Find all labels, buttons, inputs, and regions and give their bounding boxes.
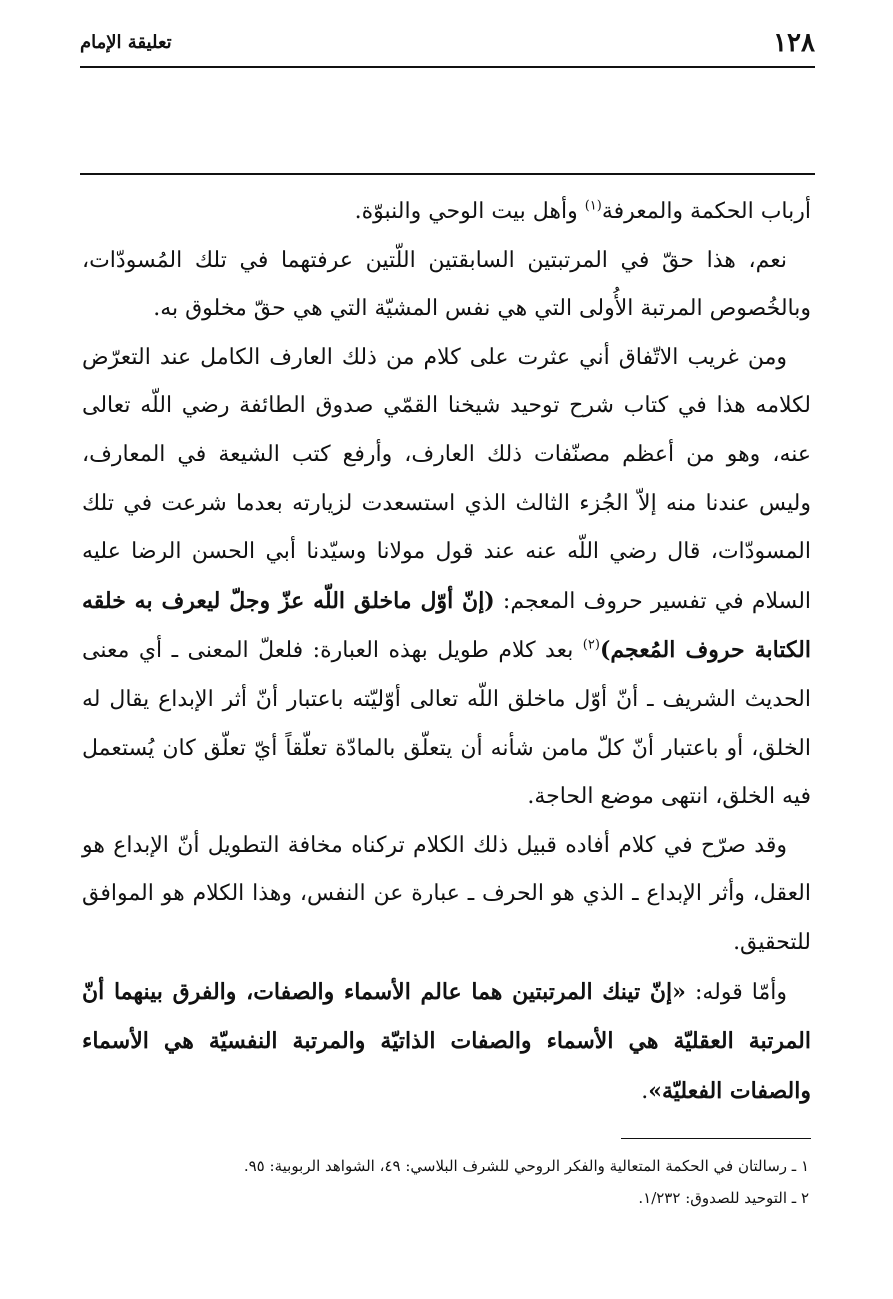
footnotes (82, 1150, 809, 1214)
paragraph (82, 822, 811, 968)
quoted-text: «إنّ تينك المرتبتين هما عالم الأسماء والصفات، والفرق بينهما أنّ المرتبة العقليّة هي الأسماء والصفات الذاتيّة والمرتبة النفسيّة هي الأسماء والصفات الفعليّة» (82, 978, 811, 1104)
paragraph (82, 188, 811, 237)
paragraph-text: نعم، هذا حقّ في المرتبتين السابقتين اللّتين عرفتهما في تلك المُسودّات، وبالخُصوص المرتبة الأُولى التي هي نفس المشيّة التي هي حقّ مخلوق به. (82, 247, 811, 322)
paragraph-text: وأمّا قوله: (685, 979, 787, 1005)
footnote: ٢ ـ التوحيد للصدوق: ١/٢٣٢. (638, 1189, 809, 1207)
header-divider (80, 66, 815, 68)
paragraph (82, 334, 811, 822)
body-text (82, 188, 811, 1116)
paragraph (82, 237, 811, 334)
page-number: ١٢٨ (773, 28, 815, 58)
footnote-reference: (١) (584, 198, 602, 214)
paragraph-text: ومن غريب الاتّفاق أني عثرت على كلام من ذلك العارف الكامل عند التعرّض لكلامه هذا في كتاب شرح توحيد شيخنا القمّي صدوق الطائفة رضي اللّه تعالى عنه، وهو من أعظم مصنّفات ذلك العارف، وأرفع كتب الشيعة في المعارف، وليس عندنا منه إلاّ الجُزء الثالث الذي استسعدت لزيارته بعدما شرعت في تلك المسودّات، قال رضي اللّه عنه عند قول مولانا وسيّدنا أبي الحسن الرضا عليه السلام في تفسير حروف المعجم: (82, 344, 812, 614)
paragraph-text: بعد كلام طويل بهذه العبارة: فلعلّ المعنى ـ أي معنى الحديث الشريف ـ أنّ أوّل ماخلق اللّه تعالى أوّليّته باعتبار أنّ أثر الإبداع يقال له الخلق، أو باعتبار أنّ كلّ مامن شأنه أن يتعلّق بالمادّة تعلّقاً أيّ تعلّق كان يُستعمل فيه الخلق، انتهى موضع الحاجة. (82, 638, 811, 810)
running-title: تعليقة الإمام (80, 32, 172, 53)
text-top-divider (80, 173, 815, 175)
paragraph-text: . (641, 1078, 649, 1104)
quoted-text: (إنّ أوّل ماخلق اللّه عزّ وجلّ ليعرف به خلقه الكتابة حروف المُعجم) (82, 587, 811, 664)
page-header (80, 28, 815, 64)
paragraph (82, 968, 811, 1117)
paragraph-text: أرباب الحكمة والمعرفة (601, 199, 811, 224)
footnote: ١ ـ رسالتان في الحكمة المتعالية والفكر الروحي للشرف البلاسي: ٤٩، الشواهد الربوبية: ٩٥. (243, 1157, 809, 1175)
footnote-divider (621, 1138, 811, 1139)
paragraph-text: وأهل بيت الوحي والنبوّة. (354, 199, 585, 224)
paragraph-text: وقد صرّح في كلام أفاده قبيل ذلك الكلام تركناه مخافة التطويل أنّ الإبداع هو العقل، وأثر الإبداع ـ الذي هو الحرف ـ عبارة عن النفس، وهذا الكلام هو الموافق للتحقيق. (82, 832, 811, 955)
footnote-reference: (٢) (582, 638, 600, 654)
